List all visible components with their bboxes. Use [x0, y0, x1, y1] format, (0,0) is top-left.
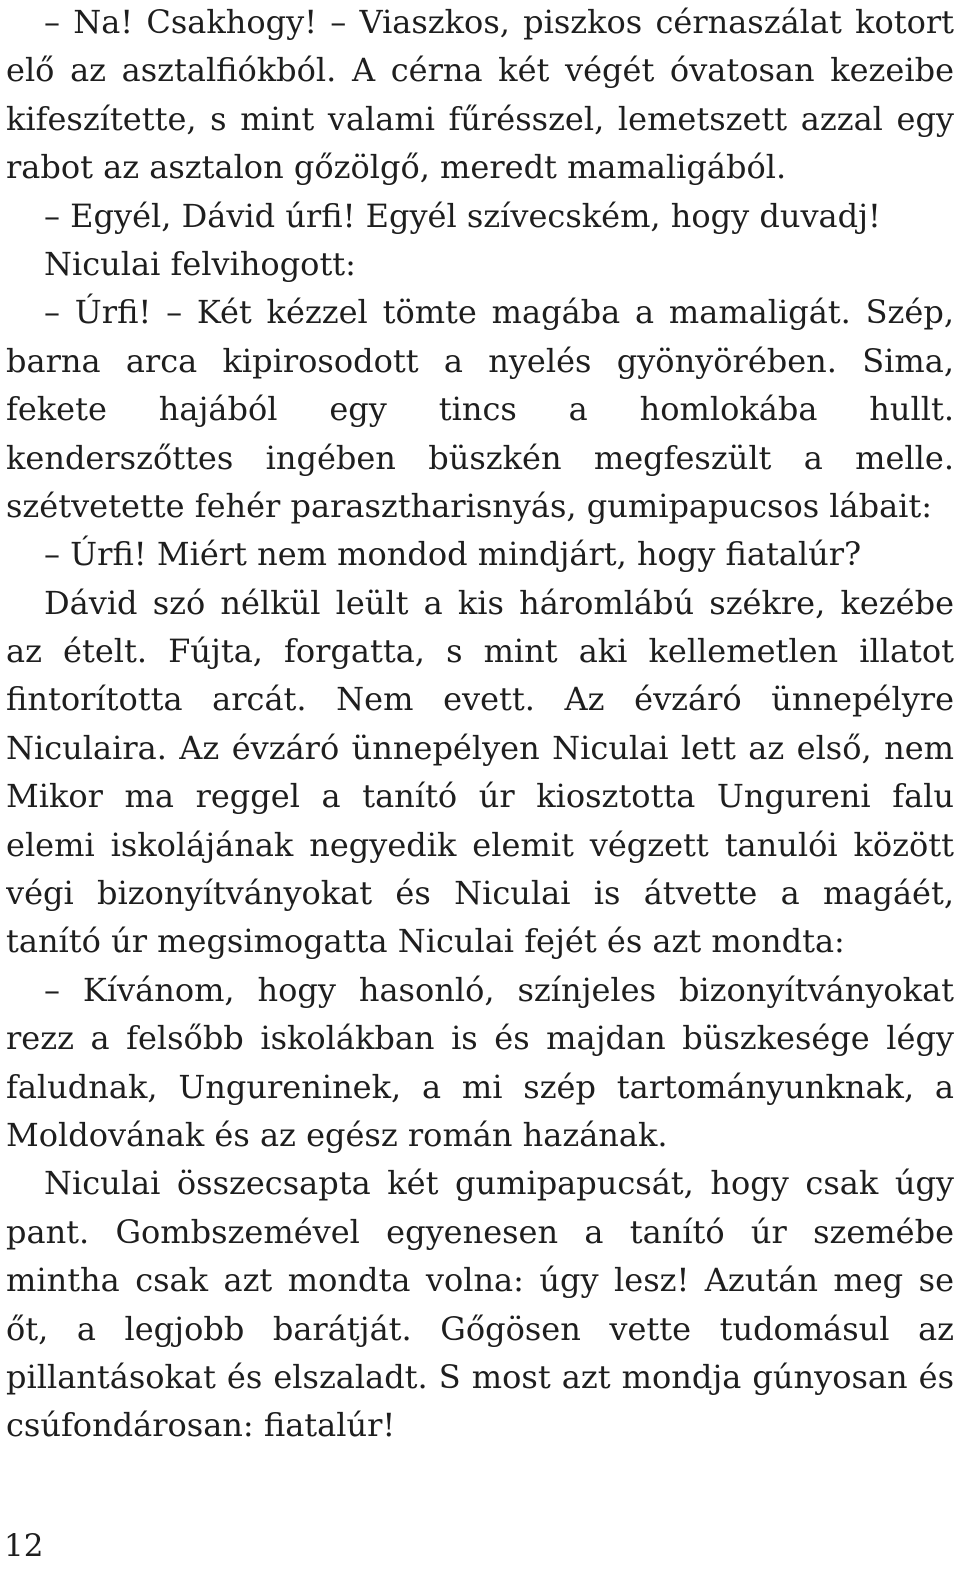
text-line: kifeszítette, s mint valami fűrésszel, lemetszett azzal egy [6, 99, 954, 138]
text-line: rezz a felsőbb iskolákban is és majdan büszkesége légy [6, 1019, 954, 1058]
page-number: 12 [4, 1528, 44, 1564]
text-line: az ételt. Fújta, forgatta, s mint aki kellemetlen illatot [6, 632, 954, 671]
text-line: – Kívánom, hogy hasonló, színjeles bizonyítványokat [44, 970, 954, 1009]
text-line: barna arca kipirosodott a nyelés gyönyörében. Sima, [6, 341, 954, 380]
text-line: kenderszőttes ingében büszkén megfeszült a melle. [6, 438, 954, 477]
text-line: csúfondárosan: fiatalúr! [6, 1406, 396, 1445]
text-line: faludnak, Ungureninek, a mi szép tartományunknak, a [6, 1067, 954, 1106]
text-line: őt, a legjobb barátját. Gőgösen vette tudomásul az [6, 1309, 954, 1348]
text-line: pant. Gombszemével egyenesen a tanító úr szemébe [6, 1212, 954, 1251]
text-line: végi bizonyítványokat és Niculai is átvette a magáét, [6, 874, 954, 913]
text-line: – Na! Csakhogy! – Viaszkos, piszkos cérnaszálat kotort [44, 3, 954, 41]
text-line: elemi iskolájának negyedik elemit végzett tanulói között [6, 825, 954, 864]
text-line: pillantásokat és elszaladt. S most azt mondja gúnyosan és [6, 1357, 954, 1396]
text-line: elő az asztalfiókból. A cérna két végét óvatosan kezeibe [6, 51, 954, 90]
text-line: Niculaira. Az évzáró ünnepélyen Niculai lett az első, nem [6, 728, 954, 767]
text-line: rabot az asztalon gőzölgő, meredt mamaligából. [6, 148, 787, 187]
text-line: – Úrfi! Miért nem mondod mindjárt, hogy fiatalúr? [44, 535, 862, 574]
text-line: fintorította arcát. Nem evett. Az évzáró ünnepélyre [6, 680, 954, 719]
text-line: – Egyél, Dávid úrfi! Egyél szívecském, hogy duvadj! [44, 196, 881, 235]
body-text [6, 0, 954, 1450]
text-line: – Úrfi! – Két kézzel tömte magába a mamaligát. Szép, [44, 293, 954, 332]
text-line: Mikor ma reggel a tanító úr kiosztotta Ungureni falu [6, 777, 954, 816]
text-line: Niculai felvihogott: [44, 244, 356, 283]
text-line: tanító úr megsimogatta Niculai fejét és azt mondta: [6, 922, 845, 961]
text-line: fekete hajából egy tincs a homlokába hullt. [6, 390, 954, 429]
text-line: szétvetette fehér parasztharisnyás, gumipapucsos lábait: [6, 486, 933, 525]
text-line: Moldovának és az egész román hazának. [6, 1115, 668, 1154]
text-line: Niculai összecsapta két gumipapucsát, hogy csak úgy [44, 1164, 954, 1203]
text-line: Dávid szó nélkül leült a kis háromlábú székre, kezébe [44, 583, 954, 622]
text-line: mintha csak azt mondta volna: úgy lesz! Azután meg se [6, 1261, 954, 1300]
